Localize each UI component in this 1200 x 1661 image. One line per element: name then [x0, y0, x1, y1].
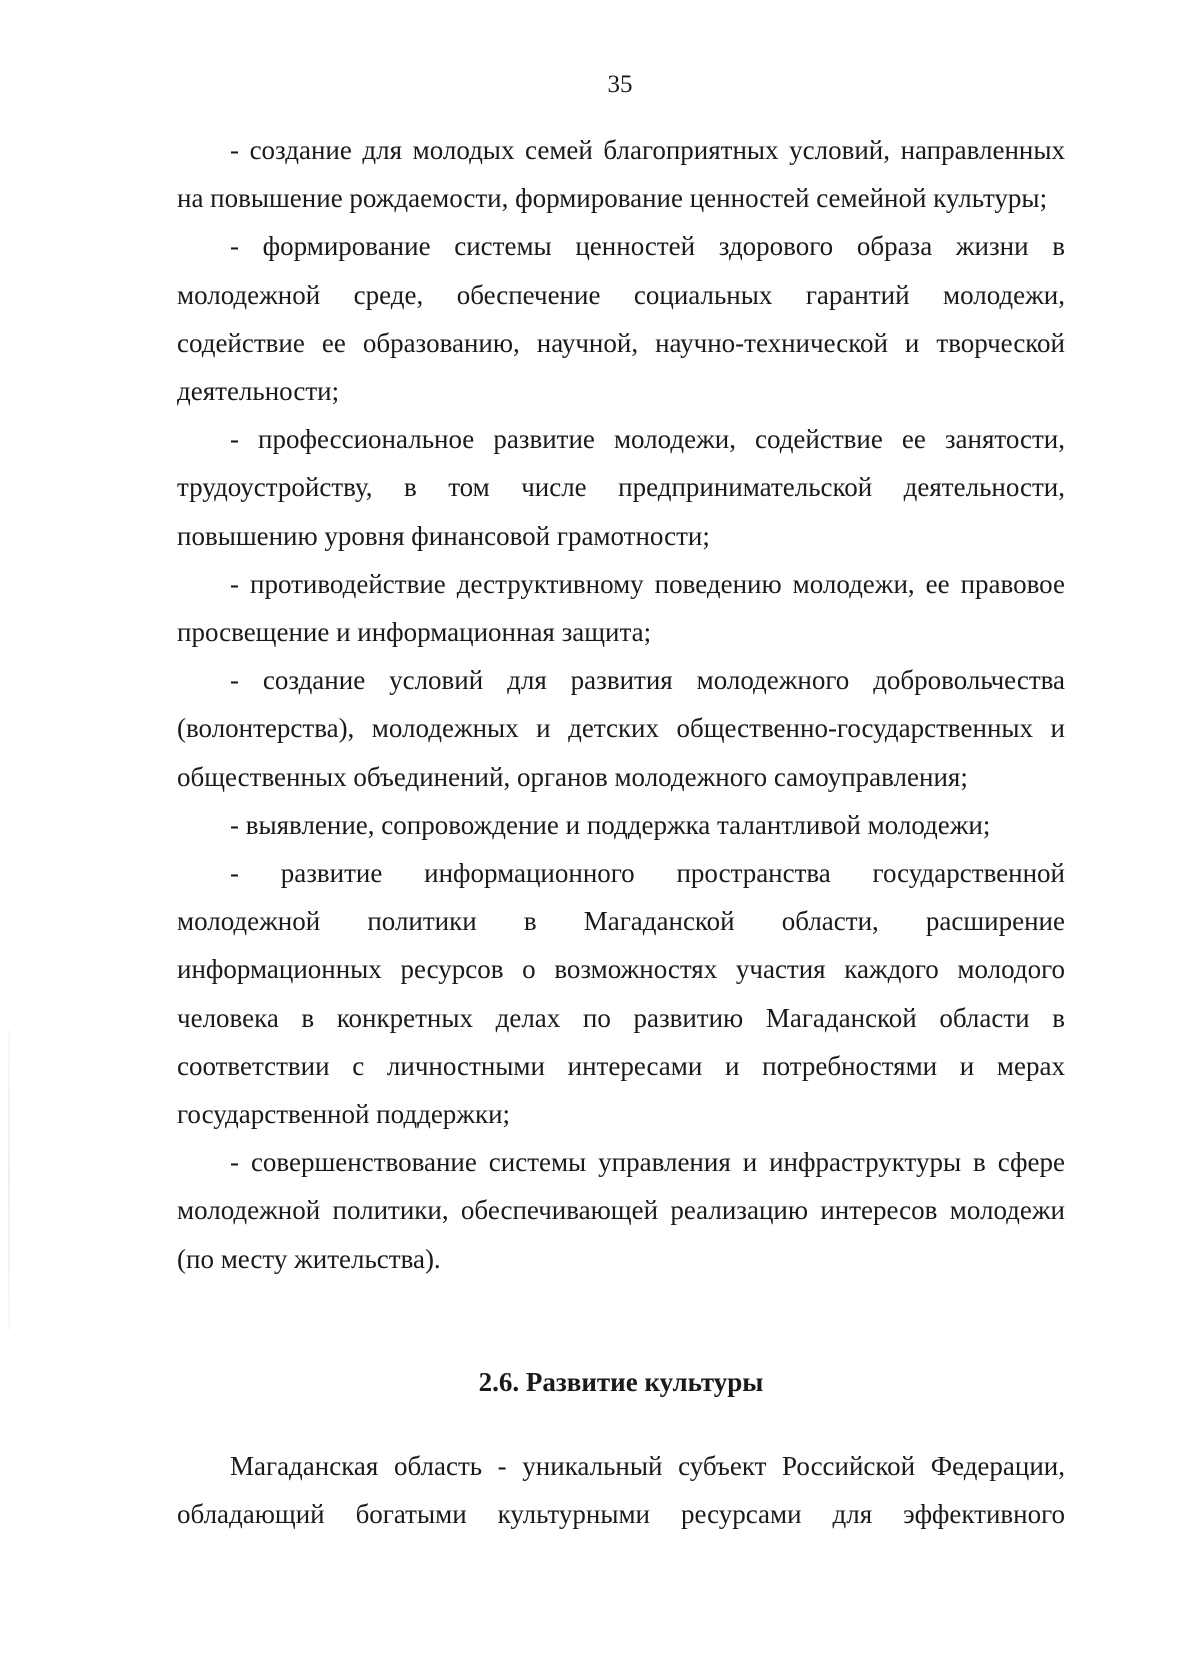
list-item-destructive-behavior: - противодействие деструктивному поведению молодежи, ее правовое просвещение и информационная защита; — [177, 568, 1065, 648]
list-item-young-families: - создание для молодых семей благоприятных условий, направленных на повышение рождаемости, формирование ценностей семейной культуры; — [177, 135, 1065, 214]
list-item-healthy-lifestyle: - формирование системы ценностей здорового образа жизни в молодежной среде, обеспечение социальных гарантий молодежи, содействие ее образованию, научной, научно-технической и творческой деятельности; — [177, 231, 1065, 407]
list-item-volunteering: - создание условий для развития молодежного добровольчества (волонтерства), молодежных и детских общественно-государственных и общественных объединений, органов молодежного самоуправления; — [177, 665, 1065, 792]
page-number: 35 — [607, 71, 633, 98]
list-item-professional-development: - профессиональное развитие молодежи, содействие ее занятости, трудоустройству, в том числе предпринимательской деятельности, повышению уровня финансовой грамотности; — [177, 424, 1065, 551]
list-item-talented-youth: - выявление, сопровождение и поддержка талантливой молодежи; — [230, 809, 991, 840]
section-paragraph: Магаданская область - уникальный субъект Российской Федерации, обладающий богатыми культурными ресурсами для эффективного — [177, 1450, 1065, 1530]
list-item-management-infrastructure: - совершенствование системы управления и инфраструктуры в сфере молодежной политики, обеспечивающей реализацию интересов молодежи (по месту жительства). — [177, 1147, 1065, 1274]
scan-edge-mark — [8, 1030, 10, 1330]
document-body — [177, 126, 1065, 1538]
list-item-information-space: - развитие информационного пространства государственной молодежной политики в Магаданской области, расширение информационных ресурсов о возможностях участия каждого молодого человека в конкретных делах по развитию Магаданской области в соответствии с личностными интересами и потребностями и мерах государственной поддержки; — [177, 858, 1065, 1130]
section-heading: 2.6. Развитие культуры — [478, 1366, 764, 1397]
